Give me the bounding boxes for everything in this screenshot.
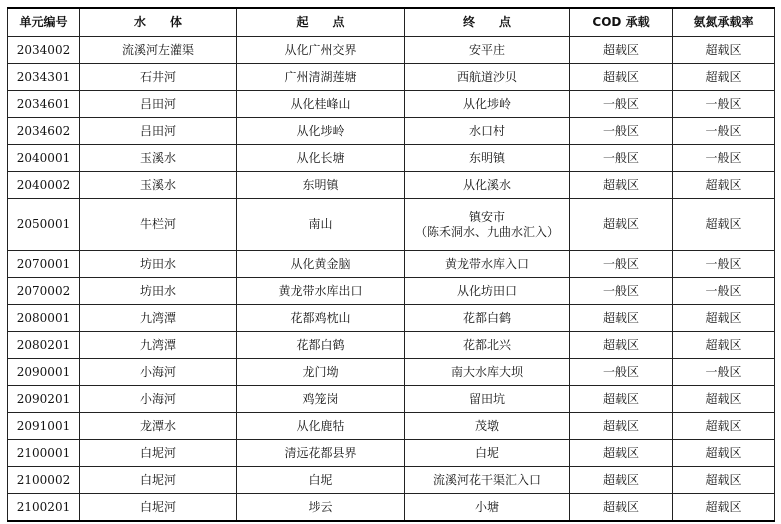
end-point-cell: 从化坊田口 <box>405 278 570 305</box>
end-point-cell <box>405 199 570 251</box>
cod-cell: 超载区 <box>570 440 673 467</box>
cod-cell: 超载区 <box>570 199 673 251</box>
ammonia-cell: 一般区 <box>673 278 775 305</box>
ammonia-cell: 超载区 <box>673 413 775 440</box>
end-point-line-1: 镇安市 <box>468 209 505 224</box>
unit-code-cell: 2070001 <box>8 251 80 278</box>
cod-cell: 超载区 <box>570 494 673 522</box>
cod-cell: 超载区 <box>570 172 673 199</box>
header-cod-capacity: COD 承载 <box>570 8 673 37</box>
end-point-cell: 花都白鹤 <box>405 305 570 332</box>
start-point-cell: 从化埗岭 <box>237 118 405 145</box>
water-body-cell: 吕田河 <box>80 118 237 145</box>
cod-cell: 超载区 <box>570 37 673 64</box>
end-point-line-2: （陈禾洞水、九曲水汇入） <box>414 224 559 239</box>
water-body-cell: 坊田水 <box>80 278 237 305</box>
cod-cell: 一般区 <box>570 118 673 145</box>
end-point-cell: 茂墩 <box>405 413 570 440</box>
table-row <box>8 145 775 172</box>
water-body-cell: 九湾潭 <box>80 332 237 359</box>
ammonia-cell: 一般区 <box>673 91 775 118</box>
cod-cell: 一般区 <box>570 278 673 305</box>
water-body-cell: 白坭河 <box>80 440 237 467</box>
ammonia-cell: 超载区 <box>673 199 775 251</box>
unit-code-cell: 2100001 <box>8 440 80 467</box>
table-row <box>8 494 775 522</box>
ammonia-cell: 超载区 <box>673 37 775 64</box>
cod-cell: 超载区 <box>570 386 673 413</box>
start-point-cell: 花都鸡枕山 <box>237 305 405 332</box>
cod-cell: 一般区 <box>570 145 673 172</box>
start-point-cell: 从化桂峰山 <box>237 91 405 118</box>
water-body-cell: 流溪河左灌渠 <box>80 37 237 64</box>
unit-code-cell: 2034301 <box>8 64 80 91</box>
start-point-cell: 从化鹿牯 <box>237 413 405 440</box>
cod-cell: 一般区 <box>570 251 673 278</box>
unit-code-cell: 2034002 <box>8 37 80 64</box>
header-ammonia-capacity: 氨氮承载率 <box>673 8 775 37</box>
table-row <box>8 413 775 440</box>
water-body-cell: 吕田河 <box>80 91 237 118</box>
water-body-cell: 牛栏河 <box>80 199 237 251</box>
table-row <box>8 467 775 494</box>
end-point-cell: 从化溪水 <box>405 172 570 199</box>
cod-cell: 一般区 <box>570 91 673 118</box>
water-body-cell: 小海河 <box>80 359 237 386</box>
table-row <box>8 37 775 64</box>
start-point-cell: 清远花都县界 <box>237 440 405 467</box>
unit-code-cell: 2040002 <box>8 172 80 199</box>
unit-code-cell: 2070002 <box>8 278 80 305</box>
unit-code-cell: 2034602 <box>8 118 80 145</box>
cod-cell: 超载区 <box>570 467 673 494</box>
ammonia-cell: 一般区 <box>673 251 775 278</box>
ammonia-cell: 超载区 <box>673 305 775 332</box>
cod-cell: 超载区 <box>570 64 673 91</box>
water-body-cell: 石井河 <box>80 64 237 91</box>
start-point-cell: 黄龙带水库出口 <box>237 278 405 305</box>
water-body-cell: 玉溪水 <box>80 145 237 172</box>
start-point-cell: 埗云 <box>237 494 405 522</box>
start-point-cell: 南山 <box>237 199 405 251</box>
table-header-row <box>8 8 775 37</box>
table-row <box>8 199 775 251</box>
end-point-cell: 南大水库大坝 <box>405 359 570 386</box>
water-body-cell: 龙潭水 <box>80 413 237 440</box>
cod-cell: 超载区 <box>570 305 673 332</box>
water-body-cell: 玉溪水 <box>80 172 237 199</box>
ammonia-cell: 超载区 <box>673 172 775 199</box>
water-body-cell: 九湾潭 <box>80 305 237 332</box>
start-point-cell: 从化长塘 <box>237 145 405 172</box>
unit-code-cell: 2080201 <box>8 332 80 359</box>
end-point-cell: 小塘 <box>405 494 570 522</box>
cod-cell: 一般区 <box>570 359 673 386</box>
table-row <box>8 172 775 199</box>
start-point-cell: 龙门坳 <box>237 359 405 386</box>
table-row <box>8 332 775 359</box>
cod-cell: 超载区 <box>570 413 673 440</box>
table-row <box>8 118 775 145</box>
start-point-cell: 鸡笼岗 <box>237 386 405 413</box>
unit-code-cell: 2040001 <box>8 145 80 172</box>
end-point-cell: 东明镇 <box>405 145 570 172</box>
end-point-cell: 从化埗岭 <box>405 91 570 118</box>
table-row <box>8 305 775 332</box>
unit-code-cell: 2050001 <box>8 199 80 251</box>
unit-code-cell: 2100201 <box>8 494 80 522</box>
ammonia-cell: 超载区 <box>673 467 775 494</box>
end-point-cell: 白坭 <box>405 440 570 467</box>
start-point-cell: 白坭 <box>237 467 405 494</box>
ammonia-cell: 超载区 <box>673 386 775 413</box>
header-water-body: 水 体 <box>80 8 237 37</box>
header-unit-code: 单元编号 <box>8 8 80 37</box>
ammonia-cell: 超载区 <box>673 332 775 359</box>
table-row <box>8 440 775 467</box>
header-end-point: 终 点 <box>405 8 570 37</box>
water-body-cell: 白坭河 <box>80 467 237 494</box>
end-point-cell: 留田坑 <box>405 386 570 413</box>
ammonia-cell: 超载区 <box>673 494 775 522</box>
end-point-cell: 黄龙带水库入口 <box>405 251 570 278</box>
end-point-cell: 西航道沙贝 <box>405 64 570 91</box>
table-row <box>8 251 775 278</box>
end-point-cell: 流溪河花干渠汇入口 <box>405 467 570 494</box>
ammonia-cell: 超载区 <box>673 64 775 91</box>
unit-code-cell: 2080001 <box>8 305 80 332</box>
ammonia-cell: 一般区 <box>673 359 775 386</box>
unit-code-cell: 2034601 <box>8 91 80 118</box>
ammonia-cell: 超载区 <box>673 440 775 467</box>
unit-code-cell: 2090201 <box>8 386 80 413</box>
unit-code-cell: 2100002 <box>8 467 80 494</box>
header-start-point: 起 点 <box>237 8 405 37</box>
start-point-cell: 花都白鹤 <box>237 332 405 359</box>
water-body-cell: 坊田水 <box>80 251 237 278</box>
unit-code-cell: 2091001 <box>8 413 80 440</box>
start-point-cell: 东明镇 <box>237 172 405 199</box>
table-row <box>8 359 775 386</box>
table-row <box>8 278 775 305</box>
table-row <box>8 64 775 91</box>
end-point-cell: 安平庄 <box>405 37 570 64</box>
ammonia-cell: 一般区 <box>673 145 775 172</box>
water-body-cell: 小海河 <box>80 386 237 413</box>
unit-code-cell: 2090001 <box>8 359 80 386</box>
ammonia-cell: 一般区 <box>673 118 775 145</box>
water-body-cell: 白坭河 <box>80 494 237 522</box>
cod-cell: 超载区 <box>570 332 673 359</box>
start-point-cell: 从化广州交界 <box>237 37 405 64</box>
water-unit-table <box>7 7 775 522</box>
end-point-cell: 水口村 <box>405 118 570 145</box>
end-point-cell: 花都北兴 <box>405 332 570 359</box>
start-point-cell: 广州清湖莲塘 <box>237 64 405 91</box>
start-point-cell: 从化黄金脑 <box>237 251 405 278</box>
table-row <box>8 386 775 413</box>
table-row <box>8 91 775 118</box>
